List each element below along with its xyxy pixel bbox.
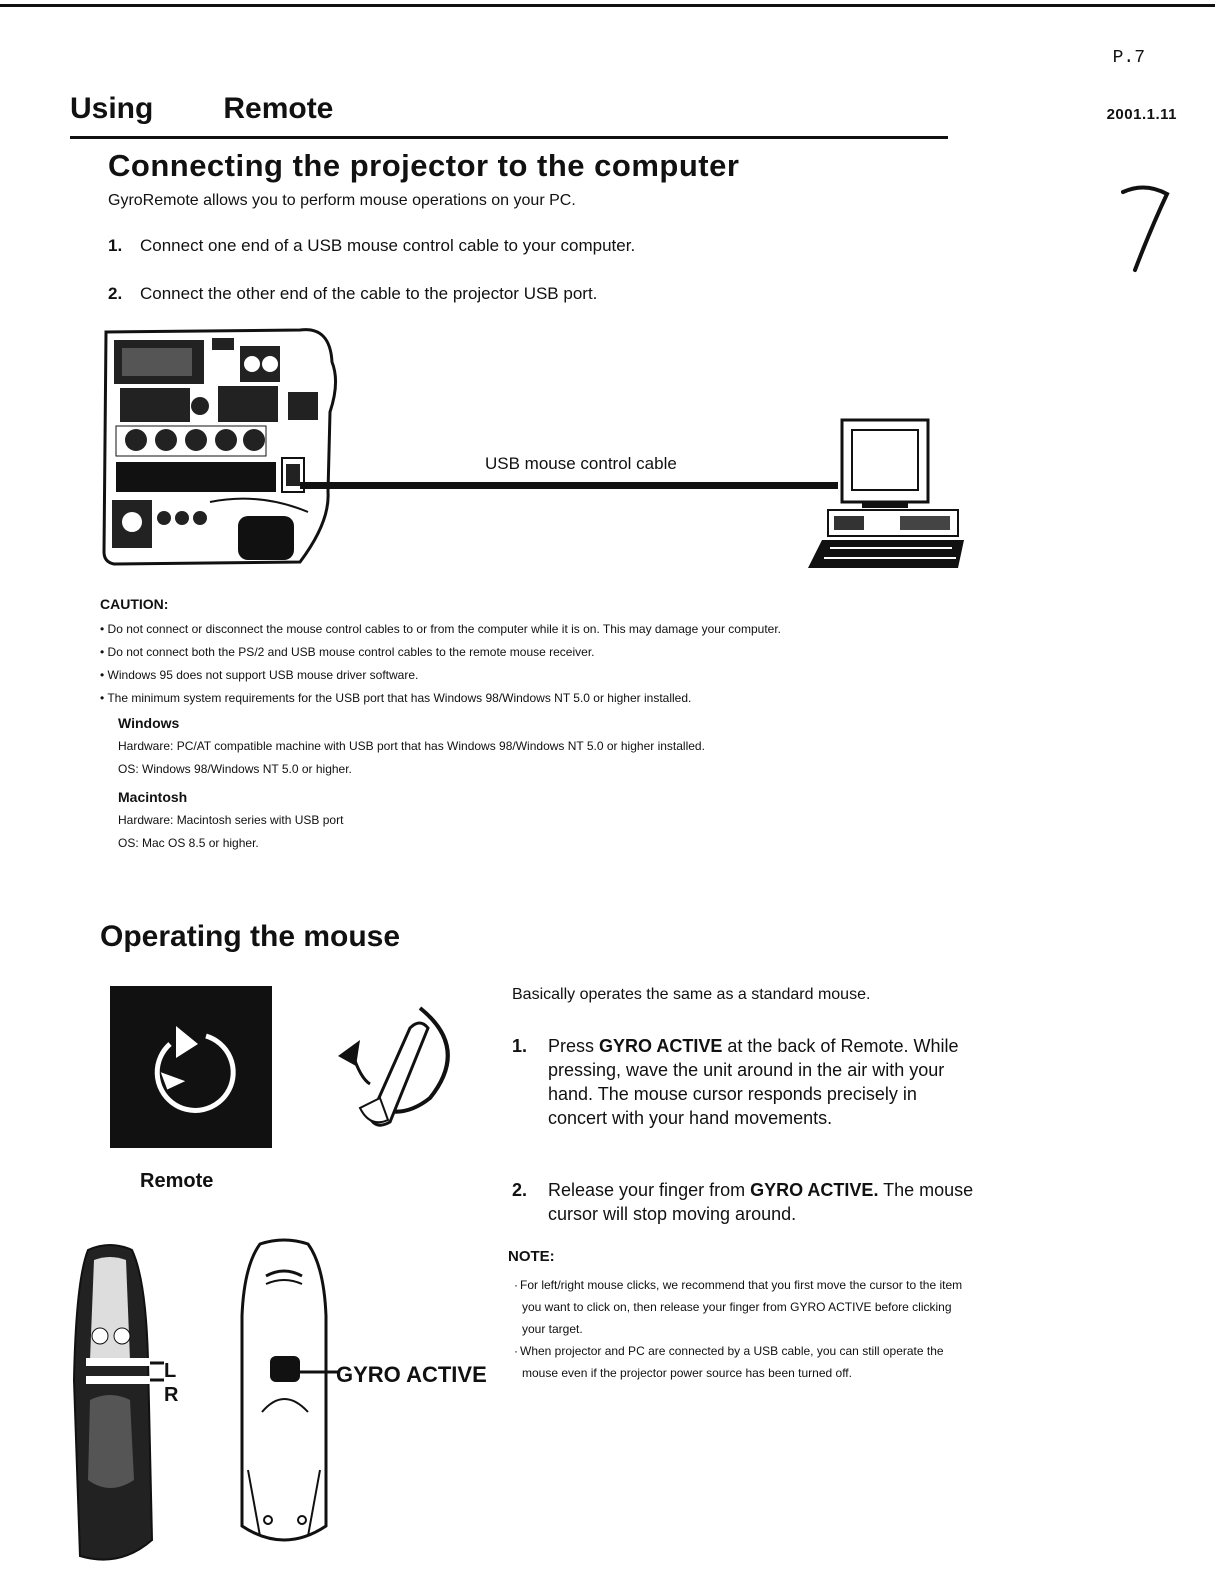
- step-number: 1.: [108, 236, 123, 255]
- windows-requirements: [118, 712, 705, 781]
- windows-heading: Windows: [118, 715, 180, 731]
- usb-cable-line: [300, 482, 838, 489]
- step-number: 2.: [108, 284, 123, 303]
- macintosh-hardware: Hardware: Macintosh series with USB port: [118, 813, 344, 827]
- step-number: 2.: [512, 1180, 528, 1200]
- macintosh-os: OS: Mac OS 8.5 or higher.: [118, 836, 259, 850]
- windows-os: OS: Windows 98/Windows NT 5.0 or higher.: [118, 762, 352, 776]
- computer-illustration: [808, 420, 964, 568]
- remote-front-illustration: [60, 1240, 170, 1570]
- date-stamp: 2001.1.11: [1106, 106, 1177, 123]
- caution-item: • Windows 95 does not support USB mouse driver software.: [100, 664, 1060, 687]
- note-list: [508, 1274, 978, 1384]
- section-rule: [70, 136, 948, 139]
- connect-step-2: [108, 284, 597, 304]
- operate-step-1: [512, 1034, 978, 1130]
- step-text-post: at the back of Remote. While pressing, wave the unit around in the air with your hand. The mouse cursor responds precisely in concert with your hand movements.: [548, 1036, 959, 1128]
- connecting-intro: GyroRemote allows you to perform mouse operations on your PC.: [108, 192, 576, 209]
- macintosh-requirements: [118, 786, 343, 855]
- note-heading: NOTE:: [508, 1248, 555, 1265]
- step-text-pre: Release your finger from: [548, 1180, 751, 1200]
- caution-list: [100, 618, 1060, 710]
- note-item: · For left/right mouse clicks, we recommend that you first move the cursor to the item you want to click on, then release your finger from GYRO ACTIVE before clicking your target.: [508, 1274, 978, 1340]
- macintosh-heading: Macintosh: [118, 789, 188, 805]
- hand-wave-remote-illustration: [330, 998, 460, 1130]
- right-button-label: R: [164, 1384, 179, 1406]
- step-number: 1.: [512, 1036, 528, 1056]
- step-text: Connect the other end of the cable to the projector USB port.: [140, 284, 598, 303]
- section-title-word2: Remote: [223, 92, 334, 125]
- connection-diagram: [100, 322, 980, 574]
- remote-back-illustration: [230, 1236, 338, 1552]
- handwritten-seven-mark: [1115, 178, 1175, 278]
- remote-label: Remote: [140, 1170, 214, 1192]
- step-text: Connect one end of a USB mouse control cable to your computer.: [140, 236, 636, 255]
- top-border: [0, 4, 1215, 7]
- operating-basic-text: Basically operates the same as a standard mouse.: [512, 986, 871, 1003]
- step-text-pre: Press: [548, 1036, 600, 1056]
- operate-step-2: [512, 1178, 978, 1226]
- operating-heading: Operating the mouse: [100, 920, 401, 953]
- gyro-active-label: GYRO ACTIVE: [336, 1362, 487, 1387]
- note-item: · When projector and PC are connected by a USB cable, you can still operate the mouse even if the projector power source has been turned off.: [508, 1340, 978, 1384]
- page-number: P.7: [1112, 48, 1145, 68]
- rotation-arrow-icon: [110, 986, 272, 1148]
- projector-panel-illustration: [104, 330, 336, 564]
- caution-item: • Do not connect or disconnect the mouse control cables to or from the computer while it is on. This may damage your computer.: [100, 618, 1060, 641]
- step-text-post: The mouse cursor will stop moving around.: [548, 1180, 974, 1224]
- caution-item: • Do not connect both the PS/2 and USB mouse control cables to the remote mouse receiver.: [100, 641, 1060, 664]
- connect-step-1: [108, 236, 635, 256]
- left-button-label: L: [164, 1360, 177, 1382]
- windows-hardware: Hardware: PC/AT compatible machine with USB port that has Windows 98/Windows NT 5.0 or higher installed.: [118, 739, 705, 753]
- section-title: [70, 92, 333, 126]
- caution-heading: CAUTION:: [100, 596, 169, 612]
- usb-cable-label: USB mouse control cable: [485, 454, 677, 473]
- caution-item: • The minimum system requirements for the USB port that has Windows 98/Windows NT 5.0 or higher installed.: [100, 687, 1060, 710]
- gyro-active-text: GYRO ACTIVE.: [750, 1180, 879, 1200]
- section-title-word1: Using: [70, 92, 154, 125]
- connecting-heading: Connecting the projector to the computer: [108, 148, 740, 183]
- gyro-active-text: GYRO ACTIVE: [599, 1036, 723, 1056]
